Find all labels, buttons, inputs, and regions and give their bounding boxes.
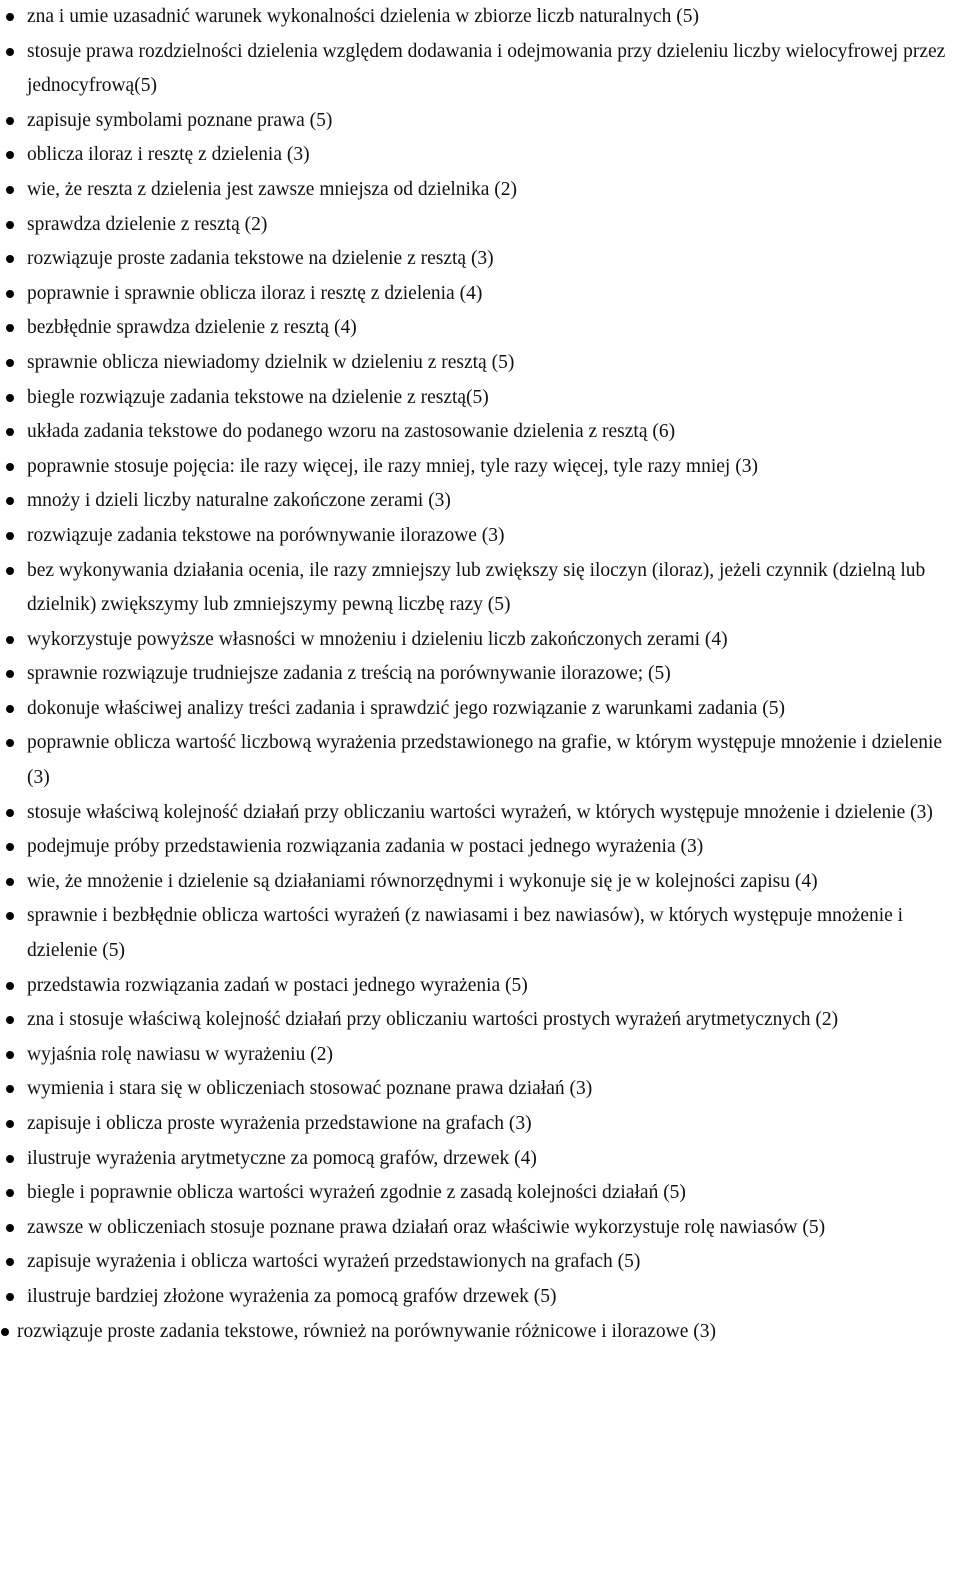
bullet-icon <box>6 290 14 298</box>
bullet-icon <box>6 1016 14 1024</box>
list-item <box>0 969 960 1004</box>
list-item <box>0 484 960 519</box>
list-item <box>0 657 960 692</box>
list-item-text: ilustruje wyrażenia arytmetyczne za pomocą grafów, drzewek (4) <box>27 1147 537 1169</box>
bullet-icon <box>6 636 14 644</box>
list-item <box>0 519 960 554</box>
list-item <box>0 830 960 865</box>
bullet-icon <box>6 117 14 125</box>
list-item-text: poprawnie i sprawnie oblicza iloraz i resztę z dzielenia (4) <box>27 282 483 304</box>
bullet-icon <box>6 221 14 229</box>
bullet-icon <box>6 1293 14 1301</box>
bullet-icon <box>6 1120 14 1128</box>
list-item-text: podejmuje próby przedstawienia rozwiązania zadania w postaci jednego wyrażenia (3) <box>27 836 704 858</box>
bullet-icon <box>6 912 14 920</box>
list-item <box>0 173 960 208</box>
list-item <box>0 208 960 243</box>
bullet-icon <box>6 567 14 575</box>
list-item <box>0 1211 960 1246</box>
list-item-text: sprawnie rozwiązuje trudniejsze zadania z treścią na porównywanie ilorazowe; (5) <box>27 663 671 685</box>
list-item-text: bezbłędnie sprawdza dzielenie z resztą (4) <box>27 317 357 339</box>
list-item <box>0 899 960 968</box>
bullet-icon <box>6 394 14 402</box>
bullet-icon <box>6 151 14 159</box>
list-item-text: zapisuje symbolami poznane prawa (5) <box>27 109 333 131</box>
list-item <box>0 692 960 727</box>
list-item-text: zna i stosuje właściwą kolejność działań przy obliczaniu wartości prostych wyrażeń arytmetycznych (2) <box>27 1009 839 1031</box>
list-item <box>0 0 960 35</box>
list-item-text: wie, że reszta z dzielenia jest zawsze mniejsza od dzielnika (2) <box>27 178 517 200</box>
list-item-text: rozwiązuje proste zadania tekstowe, również na porównywanie różnicowe i ilorazowe (3) <box>17 1320 717 1342</box>
list-item <box>0 554 960 623</box>
list-item-text: bez wykonywania działania ocenia, ile razy zmniejszy lub zwiększy się iloczyn (iloraz), jeżeli czynnik (dzielną lub dzielnik) zwiększymy lub zmniejszymy pewną liczbę razy (5) <box>27 559 926 616</box>
list-item <box>0 1142 960 1177</box>
bullet-icon <box>6 13 14 21</box>
bullet-icon <box>6 1051 14 1059</box>
bullet-icon <box>6 428 14 436</box>
list-item <box>0 138 960 173</box>
bullet-icon <box>6 48 14 56</box>
list-item-text: poprawnie stosuje pojęcia: ile razy więcej, ile razy mniej, tyle razy więcej, tyle razy mniej (3) <box>27 455 758 477</box>
bullet-icon <box>6 532 14 540</box>
list-item-text: wykorzystuje powyższe własności w mnożeniu i dzieleniu liczb zakończonych zerami (4) <box>27 628 728 650</box>
list-item <box>0 1038 960 1073</box>
list-item-text: przedstawia rozwiązania zadań w postaci jednego wyrażenia (5) <box>27 974 528 996</box>
list-item <box>0 346 960 381</box>
bullet-icon <box>6 1189 14 1197</box>
bullet-icon <box>6 809 14 817</box>
list-item <box>0 1280 960 1315</box>
list-item-text: stosuje prawa rozdzielności dzielenia względem dodawania i odejmowania przy dzieleniu liczby wielocyfrowej przez jednocyfrową(5) <box>27 40 946 97</box>
list-item-text: zapisuje wyrażenia i oblicza wartości wyrażeń przedstawionych na grafach (5) <box>27 1251 641 1273</box>
bullet-icon <box>6 1258 14 1266</box>
list-item-text: zna i umie uzasadnić warunek wykonalności dzielenia w zbiorze liczb naturalnych (5) <box>27 6 699 27</box>
list-item <box>0 796 960 831</box>
list-item-text: rozwiązuje proste zadania tekstowe na dzielenie z resztą (3) <box>27 248 494 270</box>
list-item-text: zawsze w obliczeniach stosuje poznane prawa działań oraz właściwie wykorzystuje rolę nawiasów (5) <box>27 1216 826 1238</box>
list-item <box>0 623 960 658</box>
list-item-text: sprawnie oblicza niewiadomy dzielnik w dzieleniu z resztą (5) <box>27 351 515 373</box>
list-item-text: zapisuje i oblicza proste wyrażenia przedstawione na grafach (3) <box>27 1113 532 1134</box>
list-item <box>0 35 960 104</box>
list-item-text: poprawnie oblicza wartość liczbową wyrażenia przedstawionego na grafie, w którym występuje mnożenie i dzielenie (3) <box>27 732 943 789</box>
bullet-icon <box>6 255 14 263</box>
list-item <box>0 415 960 450</box>
bullet-icon <box>6 878 14 886</box>
bullet-icon <box>1 1328 9 1336</box>
list-item-text: oblicza iloraz i resztę z dzielenia (3) <box>27 144 310 166</box>
bullet-icon <box>6 1224 14 1232</box>
list-item <box>0 381 960 416</box>
list-item <box>0 1245 960 1280</box>
list-item <box>0 1107 960 1142</box>
list-item-text: sprawnie i bezbłędnie oblicza wartości wyrażeń (z nawiasami i bez nawiasów), w których występuje mnożenie i dzielenie (5) <box>27 905 904 962</box>
bullet-icon <box>6 497 14 505</box>
list-item-text: dokonuje właściwej analizy treści zadania i sprawdzić jego rozwiązanie z warunkami zadania (5) <box>27 697 785 719</box>
bullet-icon <box>6 982 14 990</box>
bullet-icon <box>6 843 14 851</box>
list-item <box>0 242 960 277</box>
bullet-icon <box>6 1155 14 1163</box>
bullet-icon <box>6 1085 14 1093</box>
bullet-icon <box>6 705 14 713</box>
bullet-icon <box>6 186 14 194</box>
list-item <box>0 1315 960 1350</box>
list-item <box>0 865 960 900</box>
list-item-text: wymienia i stara się w obliczeniach stosować poznane prawa działań (3) <box>27 1078 593 1100</box>
bullet-icon <box>6 670 14 678</box>
list-item-text: rozwiązuje zadania tekstowe na porównywanie ilorazowe (3) <box>27 524 505 546</box>
bullet-icon <box>6 739 14 747</box>
list-item-text: sprawdza dzielenie z resztą (2) <box>27 213 268 235</box>
bullet-icon <box>6 324 14 332</box>
list-item-text: mnoży i dzieli liczby naturalne zakończone zerami (3) <box>27 490 451 512</box>
list-item <box>0 277 960 312</box>
list-item-text: wie, że mnożenie i dzielenie są działaniami równorzędnymi i wykonuje się je w kolejności zapisu (4) <box>27 870 818 892</box>
list-item-text: stosuje właściwą kolejność działań przy obliczaniu wartości wyrażeń, w których występuje mnożenie i dzielenie (3) <box>27 801 933 823</box>
list-item <box>0 726 960 795</box>
list-item <box>0 1072 960 1107</box>
list-item-text: biegle rozwiązuje zadania tekstowe na dzielenie z resztą(5) <box>27 386 489 408</box>
list-item-text: ilustruje bardziej złożone wyrażenia za pomocą grafów drzewek (5) <box>27 1285 557 1307</box>
list-item <box>0 104 960 139</box>
bullet-icon <box>6 463 14 471</box>
list-item <box>0 450 960 485</box>
bullet-icon <box>6 359 14 367</box>
list-item <box>0 1176 960 1211</box>
list-item-text: układa zadania tekstowe do podanego wzoru na zastosowanie dzielenia z resztą (6) <box>27 421 676 443</box>
list-item <box>0 1003 960 1038</box>
list-item <box>0 311 960 346</box>
list-item-text: wyjaśnia rolę nawiasu w wyrażeniu (2) <box>27 1043 333 1065</box>
list-item-text: biegle i poprawnie oblicza wartości wyrażeń zgodnie z zasadą kolejności działań (5) <box>27 1182 686 1204</box>
